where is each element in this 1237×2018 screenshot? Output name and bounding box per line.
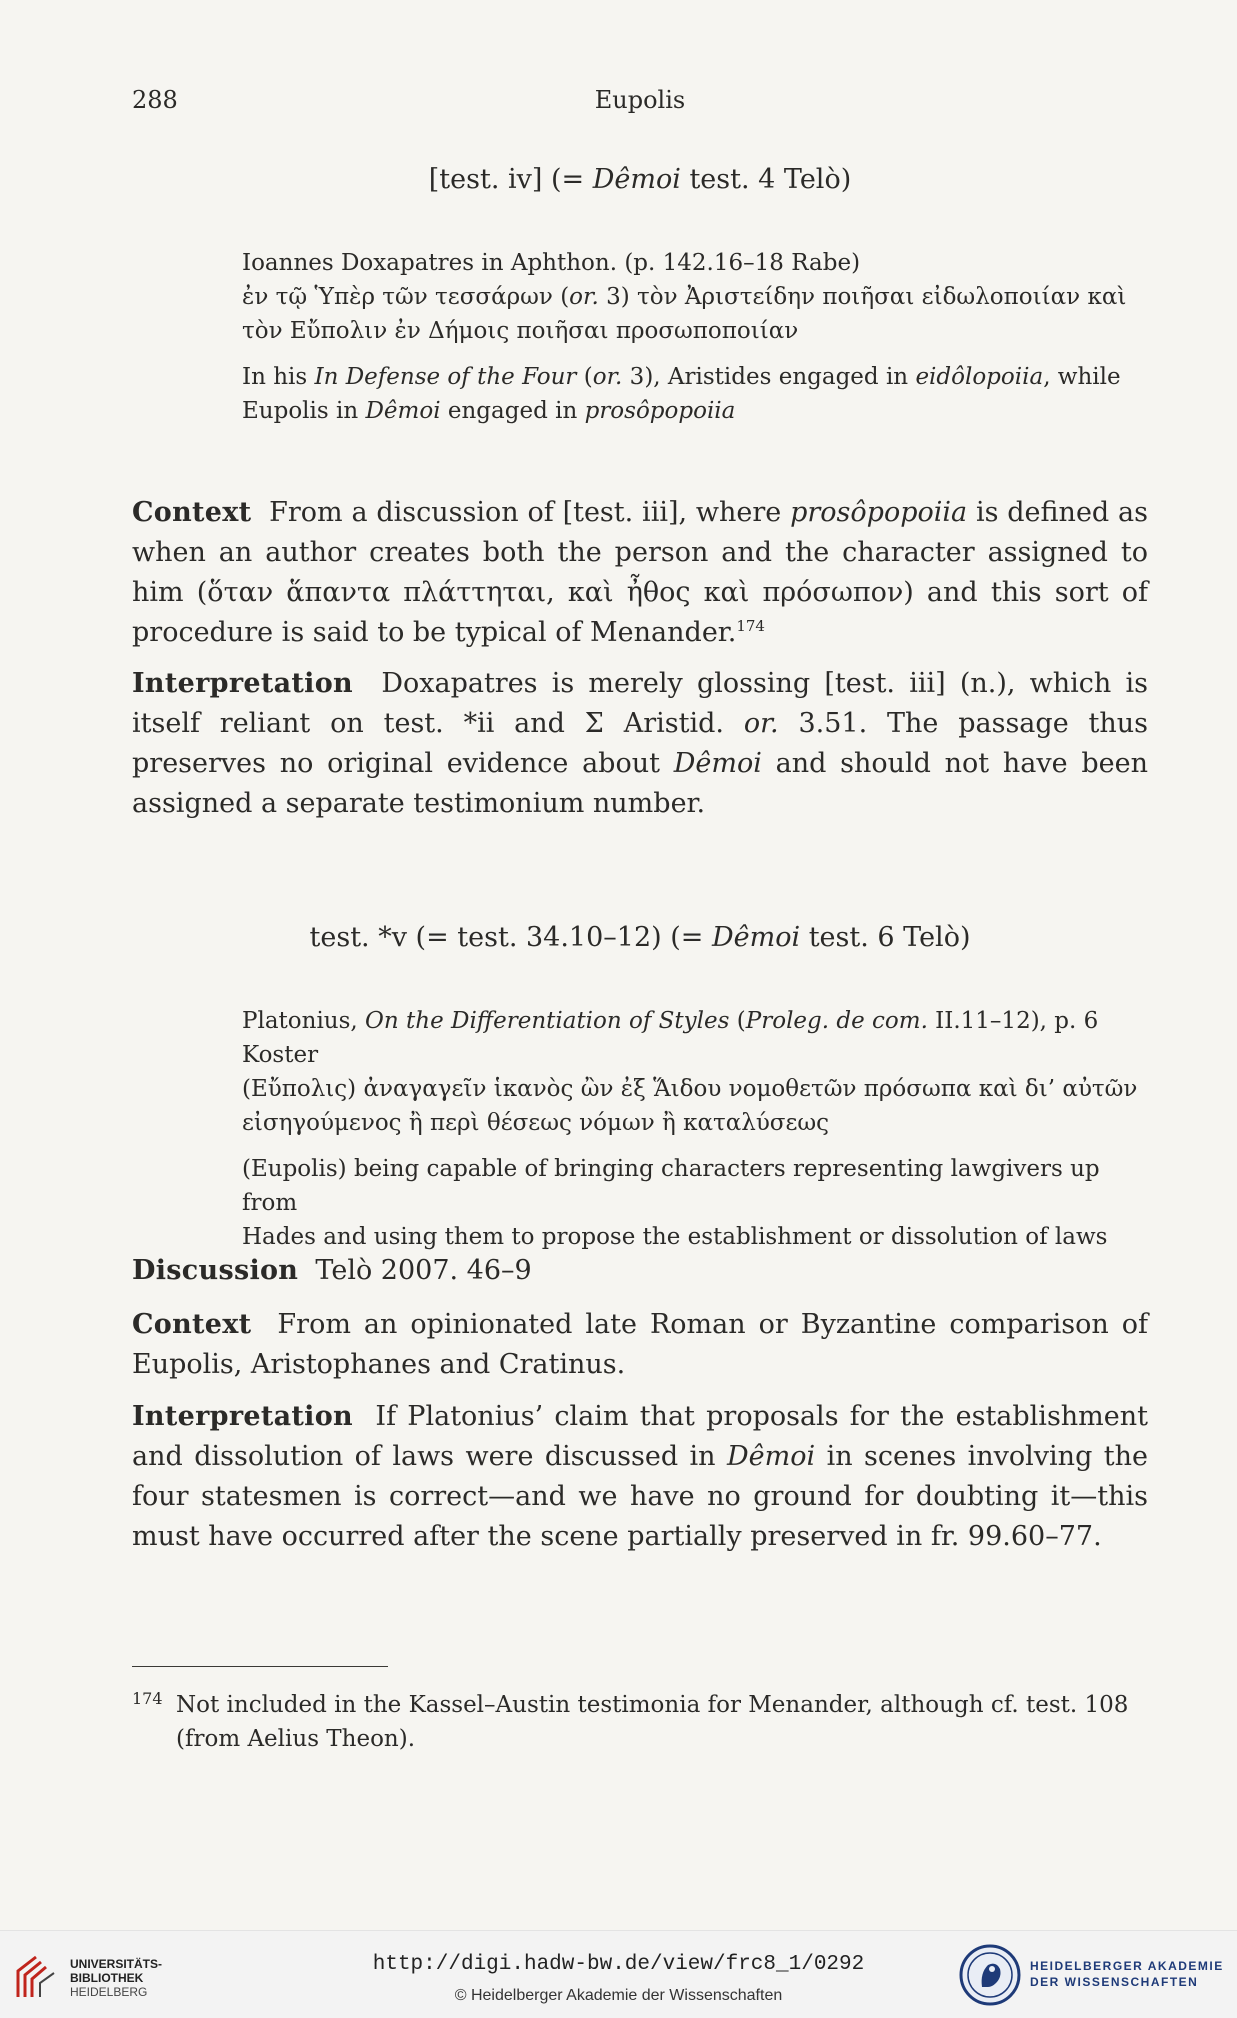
test-iv-heading <box>132 162 1148 198</box>
footnote-text: Not included in the Kassel–Austin testimonia for Menander, although cf. test. 108 (from Aelius Theon). <box>176 1692 1129 1752</box>
running-head <box>132 86 1148 122</box>
test-v-translation-line-1: (Eupolis) being capable of bringing characters representing lawgivers up from <box>242 1156 1100 1216</box>
footnote-number: 174 <box>132 1689 163 1708</box>
test-iv-source-block <box>242 246 1148 428</box>
academy-name: HEIDELBERGER AKADEMIE DER WISSENSCHAFTEN <box>1030 1959 1224 1989</box>
context-paragraph-1: Context From a discussion of [test. iii], where prosôpopoiia is defined as when an author creates both the person and the character assigned to him (ὅταν ἅπαντα πλάττηται, καὶ ἦθος καὶ πρόσωπον) and this sort of procedure is said to be typical of Menander.$^{174}$ <box>132 497 1148 648</box>
discussion-paragraph <box>132 1251 1148 1291</box>
page-url-link[interactable]: http://digi.hadw-bw.de/view/frc8_1/0292 <box>372 1953 865 1976</box>
test-iv-heading-part: [test. iv] (= <box>428 164 593 195</box>
test-iv-translation-line-2: Eupolis in Dêmoi engaged in prosôpopoiia <box>242 398 736 424</box>
footnote-rule <box>132 1666 388 1667</box>
context-label: Context <box>132 497 252 528</box>
context-paragraph-2: Context From an opinionated late Roman or Byzantine comparison of Eupolis, Aristophanes and Cratinus. <box>132 1309 1149 1380</box>
footnote-ref-174[interactable]: 174 <box>736 617 765 635</box>
test-v-source-block <box>242 1004 1148 1254</box>
test-iv-greek-line-1: ἐν τῷ Ὑπὲρ τῶν τεσσάρων (or. 3) τὸν Ἀριστείδην ποιῆσαι εἰδωλοποιίαν καὶ <box>242 284 1127 310</box>
discussion-text: Telò 2007. 46–9 <box>315 1255 532 1286</box>
test-v-heading-part: test. 6 Telò) <box>800 922 971 953</box>
context-label: Context <box>132 1309 252 1340</box>
interpretation-paragraph-1: Interpretation Doxapatres is merely glossing [test. iii] (n.), which is itself reliant on test. *ii and Σ Aristid. or. 3.51. The passage thus preserves no original evidence about Dêmoi and should not have been assigned a separate testimonium number. <box>132 668 1148 819</box>
test-v-translation-line-2: Hades and using them to propose the establishment or dissolution of laws <box>242 1224 1108 1250</box>
university-library-name: UNIVERSITÄTS- BIBLIOTHEK HEIDELBERG <box>70 1957 163 1999</box>
test-v-greek-line-1: (Εὔπολις) ἀναγαγεῖν ἱκανὸς ὢν ἐξ Ἅιδου νομοθετῶν πρόσωπα καὶ δι’ αὐτῶν <box>242 1076 1138 1102</box>
test-iv-source-line: Ioannes Doxapatres in Aphthon. (p. 142.16–18 Rabe) <box>242 250 861 276</box>
running-title: Eupolis <box>594 86 686 114</box>
test-v-heading-italic: Dêmoi <box>712 922 801 953</box>
interpretation-paragraph-2: Interpretation If Platonius’ claim that proposals for the establishment and dissolution of laws were discussed in Dêmoi in scenes involving the four statesmen is correct—and we have no ground for doubting it—this must have occurred after the scene partially preserved in fr. 99.60–77. <box>132 1401 1149 1552</box>
test-iv-heading-italic: Dêmoi <box>592 164 681 195</box>
interpretation-label: Interpretation <box>132 1401 353 1432</box>
page-number: 288 <box>132 86 178 114</box>
test-v-heading-part: test. *v (= test. 34.10–12) (= <box>309 922 712 953</box>
test-v-heading <box>132 920 1148 956</box>
test-iv-greek-line-2: τὸν Εὔπολιν ἐν Δήμοις ποιῆσαι προσωποποιίαν <box>242 318 799 344</box>
copyright-notice: © Heidelberger Akademie der Wissenschaften <box>454 1987 783 2004</box>
interpretation-label: Interpretation <box>132 668 353 699</box>
test-v-source-line: Platonius, On the Differentiation of Styles (Proleg. de com. II.11–12), p. 6 Koster <box>242 1008 1099 1068</box>
academy-seal-icon[interactable] <box>958 1943 1022 2007</box>
viewer-footer <box>0 1930 1237 2018</box>
discussion-label: Discussion <box>132 1255 299 1286</box>
test-v-greek-line-2: εἰσηγούμενος ἢ περὶ θέσεως νόμων ἢ καταλύσεως <box>242 1110 830 1136</box>
test-iv-translation-line-1: In his In Defense of the Four (or. 3), Aristides engaged in eidôlopoiia, while <box>242 364 1121 390</box>
test-iv-heading-part: test. 4 Telò) <box>680 164 852 195</box>
